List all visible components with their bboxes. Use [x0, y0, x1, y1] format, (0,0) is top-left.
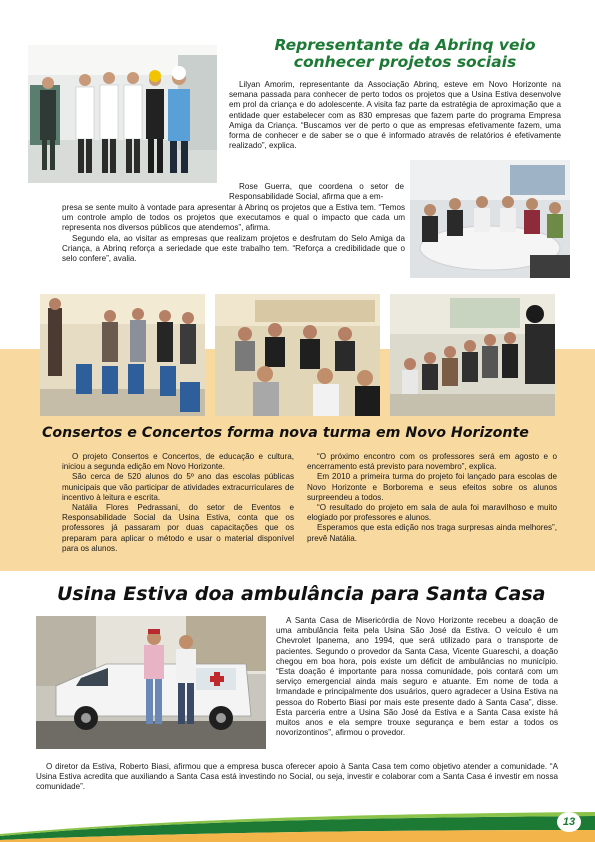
paragraph: São cerca de 520 alunos do 5º ano das escolas públicas municipais que vão participar de atividades extracurriculares de incentivo à leitura e escrita. — [62, 472, 294, 502]
paragraph: “O próximo encontro com os professores será em agosto e o encerramento está previsto para novembro”, explica. — [307, 452, 557, 472]
paragraph: Esperamos que esta edição nos traga surpresas ainda melhores”, prevê Natália. — [307, 523, 557, 543]
article-title-consertos: Consertos e Concertos forma nova turma em Novo Horizonte — [42, 425, 529, 441]
paragraph: O diretor da Estiva, Roberto Biasi, afirmou que a empresa busca oferecer apoio à Santa Casa tem como objetivo atender a comunidade. “A Usina Estiva acredita que auxiliando a Santa Casa está investindo no Social, ou seja, investir e colaborar com a Santa Casa é investir em nossa comunidade”. — [36, 762, 558, 792]
article-abrinq-body-mid — [229, 182, 404, 202]
article-abrinq-body-top — [229, 80, 561, 151]
photo-classroom-1 — [40, 294, 205, 416]
photo-ambulance-donation — [36, 616, 266, 749]
paragraph: Em 2010 a primeira turma do projeto foi lançado para escolas de Novo Horizonte e Borborema e seus efeitos sobre os alunos surpreendeu a todos. — [307, 472, 557, 502]
article-title-ambulancia: Usina Estiva doa ambulância para Santa Casa — [57, 583, 546, 605]
paragraph: Lilyan Amorim, representante da Associação Abrinq, esteve em Novo Horizonte na semana passada para conhecer de perto todos os projetos que a Usina Estiva desenvolve em prol da criança e do adolescente. A visita faz parte da estratégia de aproximação que a entidade quer estabelecer com as 830 empresas que fazem parte do programa Empresa Amiga da Criança. “Buscamos ver de perto o que as empresas efetivamente fazem, uma forma de conhecer e de saber se o que é informado através de relatórios é efetivamente realizado”, explica. — [229, 80, 561, 151]
paragraph-rose-intro: Rose Guerra, que coordena o setor de Responsabilidade Social, afirma que a em- — [229, 182, 404, 202]
page-number: 13 — [557, 812, 581, 832]
paragraph: Natália Flores Pedrassani, do setor de Eventos e Responsabilidade Social da Usina Estiva, conta que os professores já passaram por duas capacitações que os preparam para aplicar o método e usar o material disponível para os alunos. — [62, 503, 294, 553]
photo-classroom-2 — [215, 294, 380, 416]
footer-swoosh — [0, 800, 595, 842]
paragraph: A Santa Casa de Misericórdia de Novo Horizonte recebeu a doação de uma ambulância feita pela Usina São José da Estiva. O veículo é um Chevrolet Ipanema, ano 1994, que será utilizado para o transporte de pacientes. Segundo o provedor da Santa Casa, Vicente Guareschi, a doação chegou em boa hora, pois existe um déficit de ambulâncias no município. “Esta doação é importante para nossa comunidade, pois contará com um serviço emergencial ainda mais seguro e atuante. Em nome de toda a Irmandade e principalmente dos usuários, quero agradecer a Usina Estiva na pessoa do Roberto Biasi por mais este presente dado à Santa Casa”, disse. Esta parceria entre a Usina São José da Estiva e a Santa Casa existe há muitos anos e ela sempre trouxe segurança e bem estar a todos os novorizontinos”, afirmou o provedor. — [276, 616, 558, 738]
article-consertos-col2 — [307, 452, 557, 544]
article-title-abrinq: Representante da Abrinq veio conhecer projetos sociais — [274, 36, 536, 71]
article-ambulancia-closing — [36, 762, 558, 793]
paragraph: Segundo ela, ao visitar as empresas que realizam projetos e desfrutam do Selo Amiga da Criança, a Abrinq reforça a seriedade que este trabalho tem. “Reforça a credibilidade que o selo confere”, avalia. — [62, 233, 405, 264]
photo-factory-group — [28, 45, 217, 183]
article-abrinq-body-bottom — [62, 203, 405, 264]
article-consertos-col1 — [62, 452, 294, 554]
article-ambulancia-body — [276, 616, 558, 738]
paragraph: O projeto Consertos e Concertos, de educação e cultura, iniciou a segunda edição em Novo Horizonte. — [62, 452, 294, 472]
photo-meeting-table — [410, 160, 570, 278]
photo-classroom-3 — [390, 294, 555, 416]
paragraph-rose-rest: presa se sente muito à vontade para apresentar à Abrinq os projetos que a Estiva tem. “Temos um controle amplo de todos os projetos que executamos e qual o impacto que cada um representa nos diversos públicos que atendemos”, afirma. — [62, 203, 405, 233]
paragraph: “O resultado do projeto em sala de aula foi maravilhoso e muito elogiado por professores e alunos. — [307, 503, 557, 523]
